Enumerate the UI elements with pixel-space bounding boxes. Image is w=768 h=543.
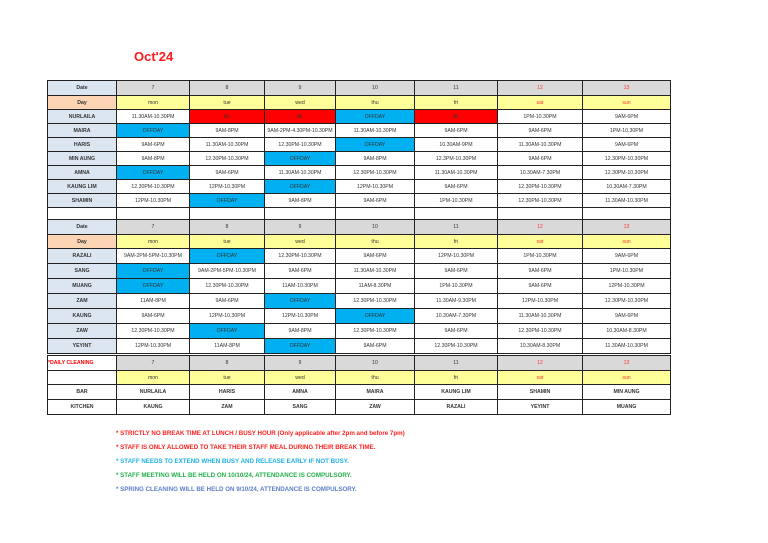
day-cell: tue <box>190 235 265 249</box>
shift-cell: 11.30AM-10.30PM <box>415 166 498 180</box>
roster-table-1 <box>47 80 671 221</box>
shift-cell: 9AM-6PM <box>498 152 583 166</box>
shift-cell: 12.30PM-10.30PM <box>498 180 583 194</box>
annual-leave-cell: AL <box>415 110 498 124</box>
shift-cell: 12.30PM-10.30PM <box>190 152 265 166</box>
date-cell: 13 <box>583 356 671 371</box>
offday-cell: OFFDAY <box>336 309 415 324</box>
shift-cell: 12.3PM-10.30PM <box>415 152 498 166</box>
shift-cell: 12PM-10.30PM <box>190 309 265 324</box>
shift-cell: 12.30PM-10.30PM <box>583 294 671 309</box>
offday-cell: OFFDAY <box>265 294 336 309</box>
offday-cell: OFFDAY <box>190 324 265 339</box>
day-label: Day <box>48 96 117 110</box>
date-label: Date <box>48 81 117 96</box>
shift-cell: 11AM-8.30PM <box>336 279 415 294</box>
shift-cell: 10.30AM-7.30PM <box>583 180 671 194</box>
cleaning-staff-cell: KAUNG <box>117 400 190 415</box>
notes <box>116 427 405 497</box>
day-cell: thu <box>336 235 415 249</box>
shift-cell: 12.30PM-10.30PM <box>265 249 336 264</box>
table-row <box>48 249 671 264</box>
shift-cell: 12PM-10.30PM <box>583 279 671 294</box>
shift-cell: 9AM-6PM <box>498 264 583 279</box>
shift-cell: 1PM-10.30PM <box>415 194 498 208</box>
daily-cleaning-table <box>47 355 671 415</box>
date-cell: 10 <box>336 81 415 96</box>
cleaning-staff-cell: HARIS <box>190 385 265 400</box>
shift-cell: 9AM-6PM <box>415 124 498 138</box>
shift-cell: 9AM-6PM <box>190 294 265 309</box>
staff-name: SANG <box>48 264 117 279</box>
offday-cell: OFFDAY <box>190 249 265 264</box>
shift-cell: 10.30AM-9PM <box>415 138 498 152</box>
shift-cell: 11AM-10.30PM <box>265 279 336 294</box>
date-cell: 11 <box>415 81 498 96</box>
day-cell: mon <box>117 371 190 385</box>
shift-cell: 12.30PM-10.30PM <box>190 279 265 294</box>
date-label: Date <box>48 220 117 235</box>
table-row <box>48 279 671 294</box>
offday-cell: OFFDAY <box>117 264 190 279</box>
shift-cell: 11.30AM-10.30PM <box>498 138 583 152</box>
shift-cell: 9AM-8PM <box>336 152 415 166</box>
shift-cell: 1PM-10.30PM <box>583 124 671 138</box>
staff-name: ZAW <box>48 324 117 339</box>
shift-cell: 9AM-8PM <box>190 124 265 138</box>
shift-cell: 12.30PM-10.30PM <box>498 324 583 339</box>
staff-name: KAUNG <box>48 309 117 324</box>
shift-cell: 9AM-6PM <box>498 124 583 138</box>
table-row <box>48 324 671 339</box>
cleaning-staff-cell: ZAM <box>190 400 265 415</box>
staff-name: MIN AUNG <box>48 152 117 166</box>
shift-cell: 9AM-2PM-5PM-10.30PM <box>117 249 190 264</box>
shift-cell: 12PM-10.30PM <box>336 180 415 194</box>
shift-cell: 9AM-6PM <box>336 249 415 264</box>
shift-cell: 10.30AM-7.30PM <box>498 166 583 180</box>
shift-cell: 12.30PM-10.30PM <box>336 294 415 309</box>
shift-cell: 11.30AM-10.30PM <box>190 138 265 152</box>
day-cell: sat <box>498 371 583 385</box>
shift-cell: 9AM-6PM <box>583 249 671 264</box>
shift-cell: 9AM-8PM <box>117 152 190 166</box>
shift-cell: 9AM-2PM-4.30PM-10.30PM <box>265 124 336 138</box>
staff-name: HARIS <box>48 138 117 152</box>
shift-cell: 1PM-10.30PM <box>498 110 583 124</box>
day-cell: sun <box>583 235 671 249</box>
day-label <box>48 371 117 385</box>
shift-cell: 9AM-6PM <box>583 138 671 152</box>
day-cell: sat <box>498 235 583 249</box>
table-row <box>48 309 671 324</box>
cleaning-staff-cell: MIN AUNG <box>583 385 671 400</box>
date-cell: 9 <box>265 356 336 371</box>
shift-cell: 12PM-10.30PM <box>265 309 336 324</box>
day-cell: wed <box>265 235 336 249</box>
table-row <box>48 180 671 194</box>
table-row <box>48 385 671 400</box>
shift-cell: 11.30AM-10.30PM <box>336 124 415 138</box>
note-line: * STRICTLY NO BREAK TIME AT LUNCH / BUSY HOUR (Only applicable after 2pm and before 7pm) <box>116 430 405 437</box>
shift-cell: 9AM-6PM <box>336 339 415 354</box>
cleaning-staff-cell: AMNA <box>265 385 336 400</box>
date-cell: 11 <box>415 356 498 371</box>
shift-cell: 11AM-8PM <box>190 339 265 354</box>
date-cell: 12 <box>498 356 583 371</box>
shift-cell: 9AM-6PM <box>498 279 583 294</box>
table-row <box>48 166 671 180</box>
date-cell: 9 <box>265 220 336 235</box>
shift-cell: 12.30PM-10.30PM <box>336 324 415 339</box>
shift-cell: 9AM-8PM <box>265 324 336 339</box>
day-cell: tue <box>190 371 265 385</box>
staff-name: RAZALI <box>48 249 117 264</box>
shift-cell: 12PM-10.30PM <box>498 294 583 309</box>
shift-cell: 9AM-6PM <box>265 264 336 279</box>
shift-cell: 11.30AM-10.30PM <box>583 339 671 354</box>
day-cell: wed <box>265 371 336 385</box>
shift-cell: 11.30AM-10.30PM <box>583 194 671 208</box>
shift-cell: 11.30AM-10.30PM <box>336 264 415 279</box>
shift-cell: 9AM-6PM <box>117 138 190 152</box>
offday-cell: OFFDAY <box>117 166 190 180</box>
table-row <box>48 264 671 279</box>
shift-cell: 1PM-10.30PM <box>415 279 498 294</box>
offday-cell: OFFDAY <box>265 180 336 194</box>
table-row <box>48 400 671 415</box>
offday-cell: OFFDAY <box>265 152 336 166</box>
offday-cell: OFFDAY <box>336 138 415 152</box>
date-cell: 7 <box>117 356 190 371</box>
shift-cell: 9AM-6PM <box>415 324 498 339</box>
page-title: Oct'24 <box>134 49 174 64</box>
shift-cell: 11.30AM-9.30PM <box>415 294 498 309</box>
date-cell: 13 <box>583 81 671 96</box>
cleaning-staff-cell: YEYINT <box>498 400 583 415</box>
shift-cell: 1PM-10.30PM <box>498 249 583 264</box>
note-line: * STAFF NEEDS TO EXTEND WHEN BUSY AND RELEASE EARLY IF NOT BUSY. <box>116 458 349 465</box>
shift-cell: 9AM-8PM <box>265 194 336 208</box>
shift-cell: 9AM-6PM <box>415 180 498 194</box>
staff-name: MAIRA <box>48 124 117 138</box>
cleaning-staff-cell: SANG <box>265 400 336 415</box>
day-cell: fri <box>415 371 498 385</box>
shift-cell: 9AM-6PM <box>117 309 190 324</box>
offday-cell: OFFDAY <box>265 339 336 354</box>
shift-cell: 9AM-6PM <box>583 110 671 124</box>
day-cell: sun <box>583 371 671 385</box>
staff-name: YEYINT <box>48 339 117 354</box>
shift-cell: 12.30PM-10.30PM <box>415 339 498 354</box>
shift-cell: 11.30AM-10.30PM <box>117 110 190 124</box>
shift-cell: 10.30AM-8.30PM <box>498 339 583 354</box>
day-cell: thu <box>336 371 415 385</box>
date-label: *DAILY CLEANING <box>48 356 117 371</box>
day-cell: sat <box>498 96 583 110</box>
shift-cell: 9AM-6PM <box>336 194 415 208</box>
date-cell: 10 <box>336 220 415 235</box>
staff-name: SHAMIN <box>48 194 117 208</box>
shift-cell: 11.30AM-10.30PM <box>498 309 583 324</box>
shift-cell: 10.30AM-7.30PM <box>415 309 498 324</box>
staff-name: KAUNG LIM <box>48 180 117 194</box>
cleaning-staff-cell: NURLAILA <box>117 385 190 400</box>
area-name: BAR <box>48 385 117 400</box>
date-cell: 7 <box>117 81 190 96</box>
shift-cell: 9AM-6PM <box>190 166 265 180</box>
date-cell: 12 <box>498 81 583 96</box>
shift-cell: 11.30AM-10.30PM <box>265 166 336 180</box>
day-cell: sun <box>583 96 671 110</box>
date-cell: 8 <box>190 220 265 235</box>
table-row <box>48 339 671 354</box>
date-cell: 8 <box>190 81 265 96</box>
area-name: KITCHEN <box>48 400 117 415</box>
shift-cell: 12.30PM-10.30PM <box>117 324 190 339</box>
note-line: * STAFF IS ONLY ALLOWED TO TAKE THEIR STAFF MEAL DURING THEIR BREAK TIME. <box>116 444 376 451</box>
date-cell: 8 <box>190 356 265 371</box>
shift-cell: 10.30AM-8.30PM <box>583 324 671 339</box>
day-cell: thu <box>336 96 415 110</box>
shift-cell: 12.30PM-10.30PM <box>583 152 671 166</box>
roster-table-2 <box>47 219 671 354</box>
shift-cell: 9AM-2PM-5PM-10.30PM <box>190 264 265 279</box>
staff-name: AMNA <box>48 166 117 180</box>
date-cell: 11 <box>415 220 498 235</box>
table-row <box>48 152 671 166</box>
shift-cell: 12.30PM-10.30PM <box>583 166 671 180</box>
cleaning-staff-cell: RAZALI <box>415 400 498 415</box>
offday-cell: OFFDAY <box>117 124 190 138</box>
day-cell: mon <box>117 235 190 249</box>
day-label: Day <box>48 235 117 249</box>
day-cell: fri <box>415 235 498 249</box>
annual-leave-cell: AL <box>265 110 336 124</box>
shift-cell: 9AM-6PM <box>583 309 671 324</box>
note-line: * STAFF MEETING WILL BE HELD ON 10/10/24, ATTENDANCE IS COMPULSORY. <box>116 472 352 479</box>
day-cell: mon <box>117 96 190 110</box>
staff-name: NURLAILA <box>48 110 117 124</box>
shift-cell: 12PM-10.30PM <box>415 249 498 264</box>
shift-cell: 11AM-8PM <box>117 294 190 309</box>
shift-cell: 12PM-10.30PM <box>117 194 190 208</box>
shift-cell: 12.30PM-10.30PM <box>265 138 336 152</box>
day-cell: tue <box>190 96 265 110</box>
date-cell: 12 <box>498 220 583 235</box>
table-row <box>48 110 671 124</box>
shift-cell: 9AM-6PM <box>415 264 498 279</box>
cleaning-staff-cell: ZAW <box>336 400 415 415</box>
table-row <box>48 138 671 152</box>
note-line: * SPRING CLEANING WILL BE HELD ON 9/10/24, ATTENDANCE IS COMPULSORY. <box>116 486 357 493</box>
shift-cell: 12.30PM-10.30PM <box>117 180 190 194</box>
cleaning-staff-cell: MAIRA <box>336 385 415 400</box>
offday-cell: OFFDAY <box>117 279 190 294</box>
cleaning-staff-cell: MUANG <box>583 400 671 415</box>
date-cell: 13 <box>583 220 671 235</box>
offday-cell: OFFDAY <box>190 194 265 208</box>
shift-cell: 12.30PM-10.30PM <box>336 166 415 180</box>
cleaning-staff-cell: KAUNG LIM <box>415 385 498 400</box>
date-cell: 9 <box>265 81 336 96</box>
shift-cell: 12PM-10.30PM <box>117 339 190 354</box>
table-row <box>48 124 671 138</box>
table-row <box>48 294 671 309</box>
date-cell: 10 <box>336 356 415 371</box>
date-cell: 7 <box>117 220 190 235</box>
shift-cell: 12.30PM-10.30PM <box>498 194 583 208</box>
offday-cell: OFFDAY <box>336 110 415 124</box>
day-cell: wed <box>265 96 336 110</box>
shift-cell: 12PM-10.30PM <box>190 180 265 194</box>
staff-name: MUANG <box>48 279 117 294</box>
cleaning-staff-cell: SHAMIN <box>498 385 583 400</box>
shift-cell: 1PM-10.30PM <box>583 264 671 279</box>
annual-leave-cell: AL <box>190 110 265 124</box>
table-row <box>48 194 671 208</box>
staff-name: ZAM <box>48 294 117 309</box>
day-cell: fri <box>415 96 498 110</box>
